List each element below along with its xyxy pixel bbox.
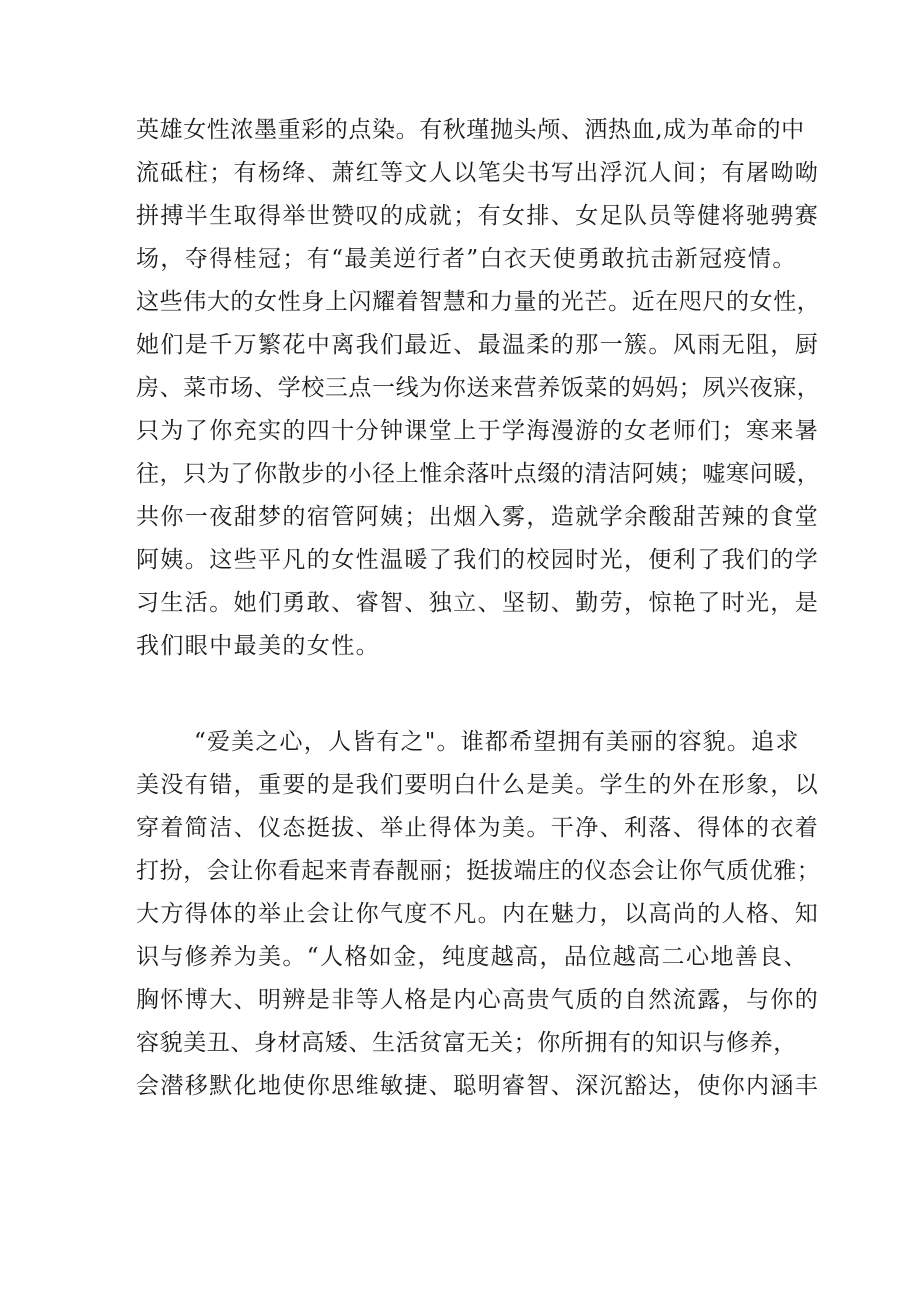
text-line: 阿姨。这些平凡的女性温暖了我们的校园时光，便利了我们的学	[136, 547, 820, 573]
text-line: 只为了你充实的四十分钟课堂上于学海漫游的女老师们；寒来暑	[136, 418, 820, 444]
text-line: 拼搏半生取得举世赞叹的成就；有女排、女足队员等健将驰骋赛	[136, 203, 820, 229]
text-line: 穿着简洁、仪态挺拔、举止得体为美。干净、利落、得体的衣着	[136, 815, 820, 841]
text-line: 我们眼中最美的女性。	[136, 633, 380, 659]
text-line: 流砥柱；有杨绛、萧红等文人以笔尖书写出浮沉人间；有屠呦呦	[136, 160, 820, 186]
text-line: 房、菜市场、学校三点一线为你送来营养饭菜的妈妈；夙兴夜寐，	[136, 375, 821, 401]
text-line: 习生活。她们勇敢、睿智、独立、坚韧、勤劳，惊艳了时光，是	[136, 590, 820, 616]
text-line: 往，只为了你散步的小径上惟余落叶点缀的清洁阿姨；嘘寒问暖，	[136, 461, 821, 487]
text-line: 打扮，会让你看起来青春靓丽；挺拔端庄的仪态会让你气质优雅；	[136, 858, 821, 884]
text-line: 英雄女性浓墨重彩的点染。有秋瑾抛头颅、洒热血,成为革命的中	[136, 117, 805, 143]
text-line: 这些伟大的女性身上闪耀着智慧和力量的光芒。近在咫尺的女性，	[136, 289, 821, 315]
text-line: 场，夺得桂冠；有“最美逆行者”白衣天使勇敢抗击新冠疫情。	[136, 246, 797, 272]
text-line: “爱美之心，人皆有之"。谁都希望拥有美丽的容貌。追求	[194, 729, 800, 755]
text-line: 美没有错，重要的是我们要明白什么是美。学生的外在形象，以	[136, 772, 820, 798]
text-line: 会潜移默化地使你思维敏捷、聪明睿智、深沉豁达，使你内涵丰	[136, 1073, 820, 1099]
text-line: 容貌美丑、身材高矮、生活贫富无关；你所拥有的知识与修养，	[136, 1030, 797, 1056]
text-line: 大方得体的举止会让你气度不凡。内在魅力，以高尚的人格、知	[136, 901, 820, 927]
text-line: 识与修养为美。“人格如金，纯度越高，品位越高二心地善良、	[136, 944, 808, 970]
text-line: 共你一夜甜梦的宿管阿姨；出烟入雾，造就学余酸甜苦辣的食堂	[136, 504, 820, 530]
text-line: 她们是千万繁花中离我们最近、最温柔的那一簇。风雨无阻，厨	[136, 332, 820, 358]
text-line: 胸怀博大、明辨是非等人格是内心高贵气质的自然流露，与你的	[136, 987, 820, 1013]
